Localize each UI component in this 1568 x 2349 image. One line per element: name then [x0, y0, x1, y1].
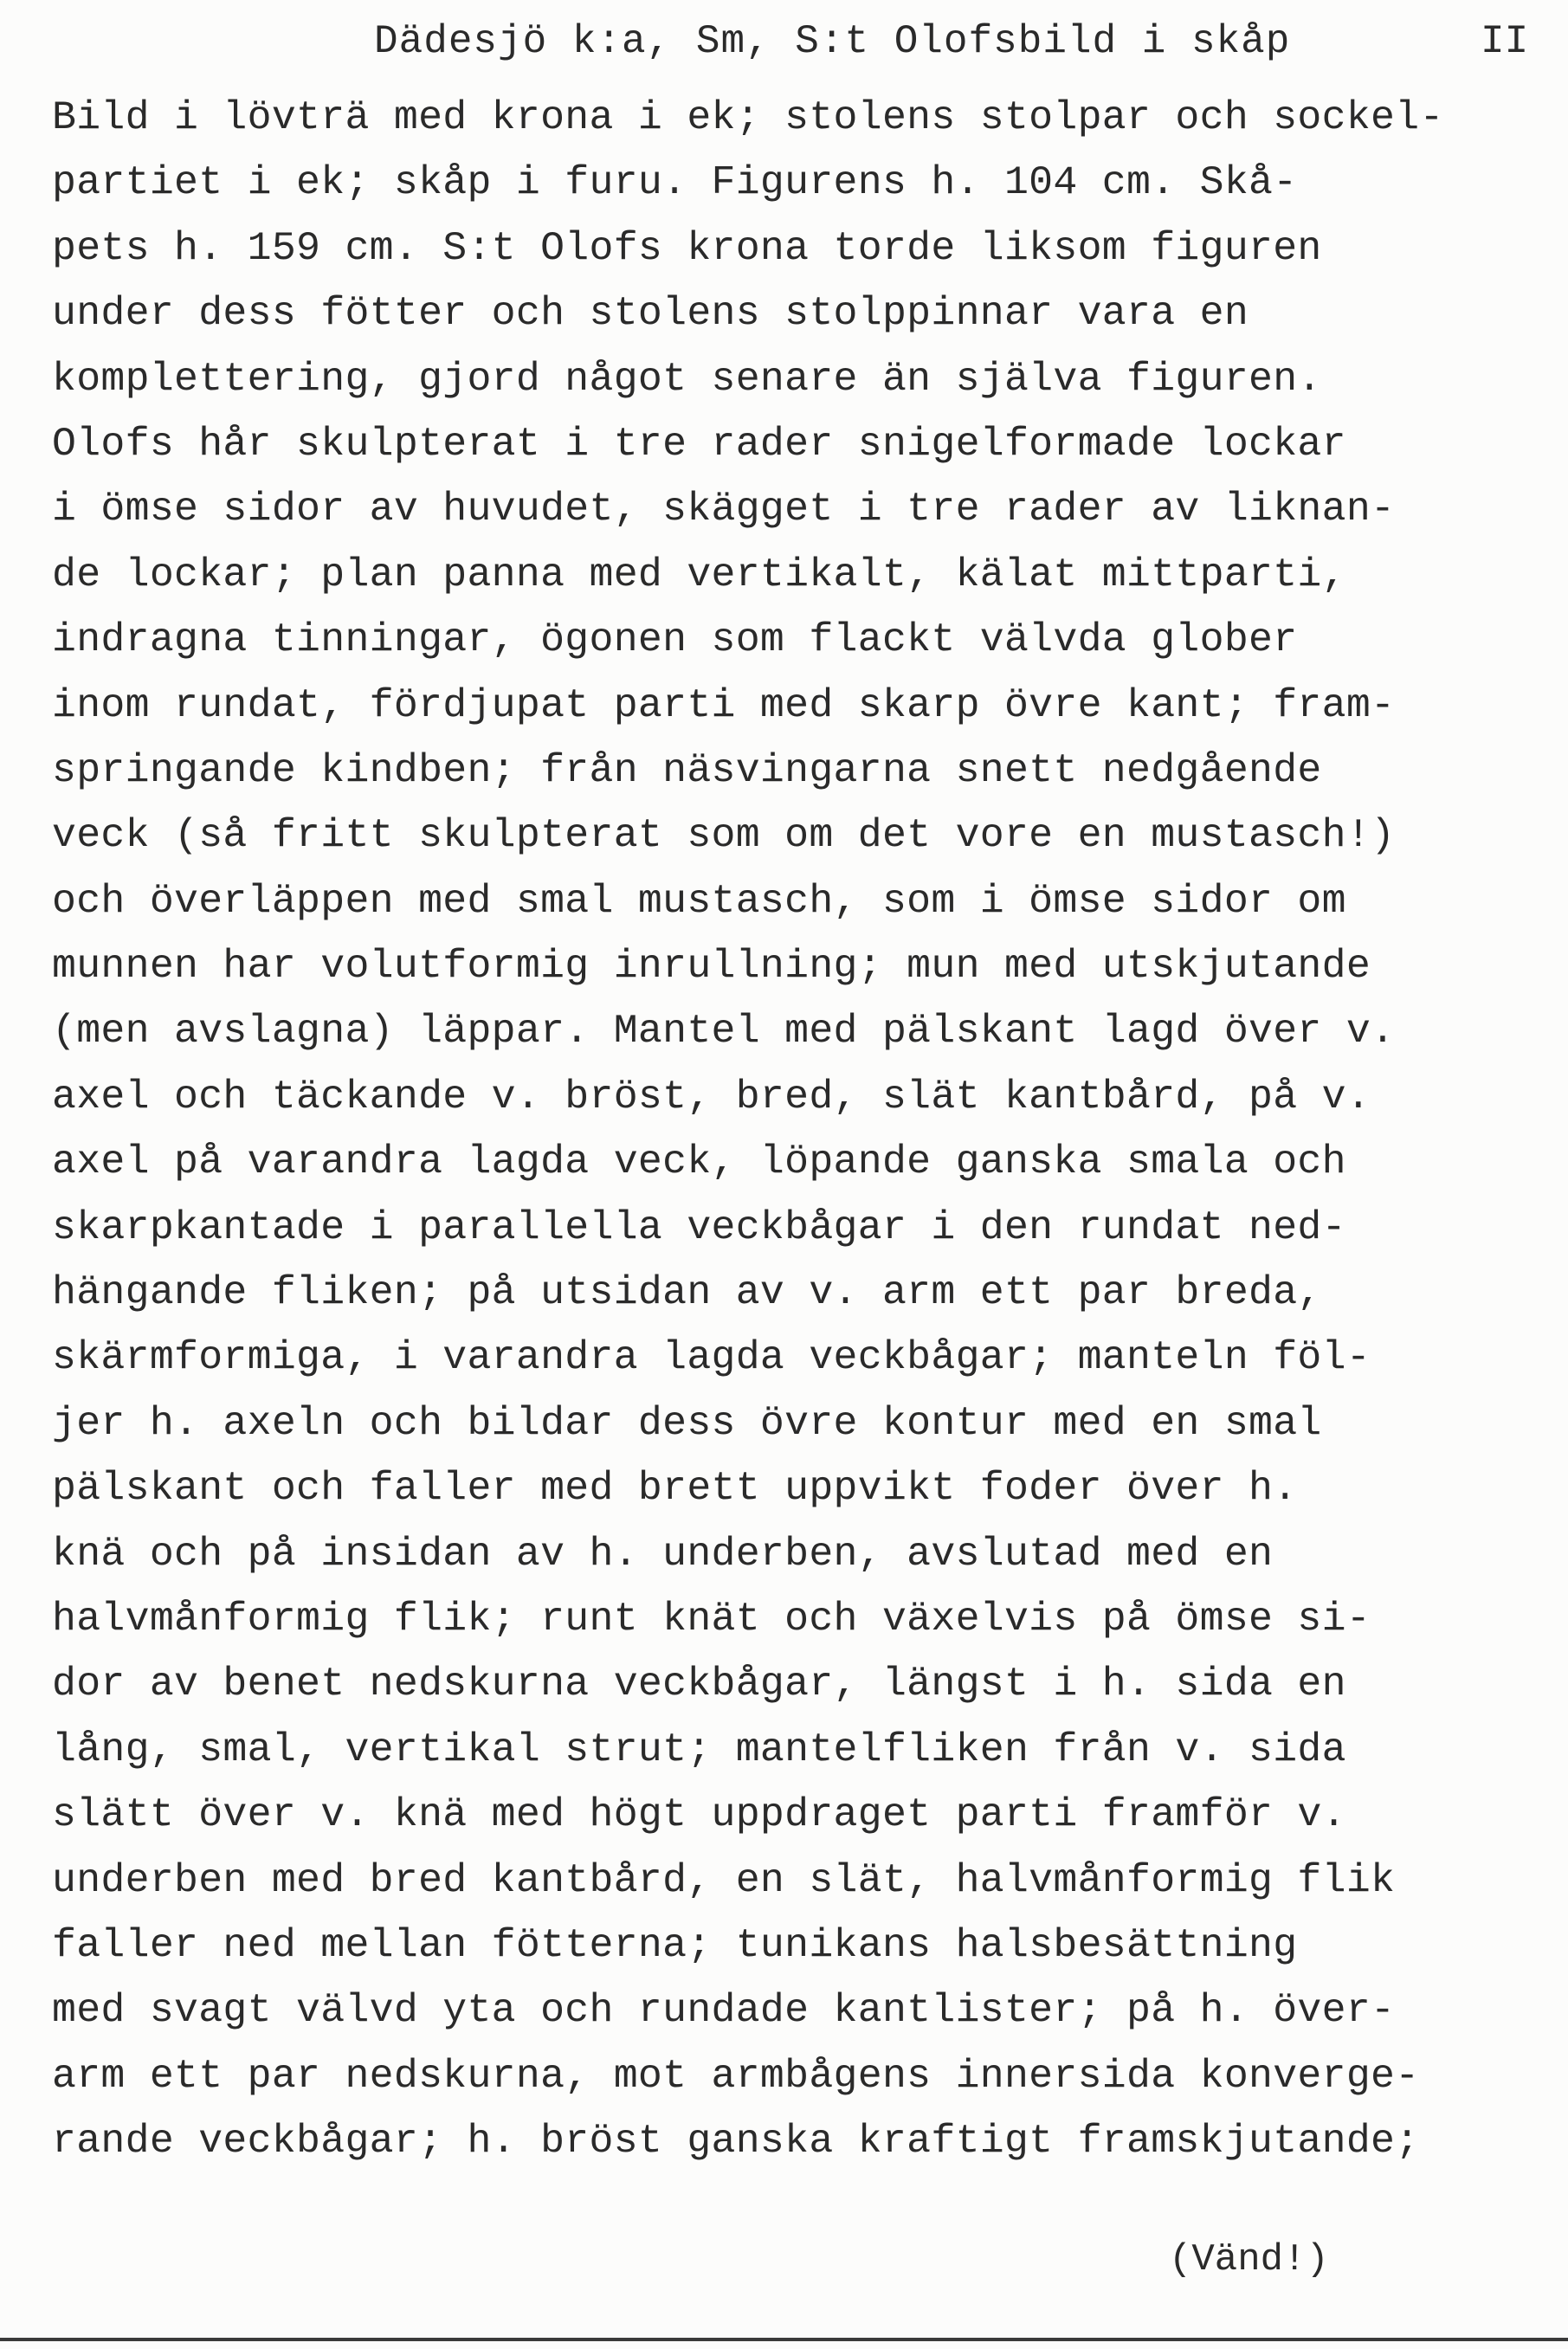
- text-line: axel på varandra lagda veck, löpande ganska smala och: [52, 1139, 1346, 1185]
- turn-over-note: (Vänd!): [1169, 2238, 1329, 2281]
- text-line: slätt över v. knä med högt uppdraget parti framför v.: [52, 1791, 1346, 1838]
- text-line: hängande fliken; på utsidan av v. arm ett par breda,: [52, 1269, 1322, 1316]
- text-line: lång, smal, vertikal strut; mantelfliken från v. sida: [52, 1726, 1346, 1772]
- card-title: Dädesjö k:a, Sm, S:t Olofsbild i skåp: [374, 19, 1291, 64]
- text-line: och överläppen med smal mustasch, som i ömse sidor om: [52, 877, 1346, 924]
- text-line: Olofs hår skulpterat i tre rader snigelformade lockar: [52, 420, 1346, 467]
- text-line: knä och på insidan av h. underben, avslutad med en: [52, 1530, 1274, 1577]
- text-line: (men avslagna) läppar. Mantel med pälskant lagd över v.: [52, 1008, 1396, 1055]
- text-line: under dess fötter och stolens stolppinnar vara en: [52, 290, 1249, 337]
- card-header: [0, 16, 1568, 94]
- text-line: springande kindben; från näsvingarna snett nedgående: [52, 746, 1322, 793]
- text-line: Bild i lövträ med krona i ek; stolens stolpar och sockel-: [52, 94, 1444, 140]
- typed-body-text: [52, 85, 1558, 2174]
- text-line: med svagt välvd yta och rundade kantlister; på h. över-: [52, 1987, 1396, 2034]
- text-line: arm ett par nedskurna, mot armbågens innersida konverge-: [52, 2052, 1420, 2099]
- text-line: inom rundat, fördjupat parti med skarp övre kant; fram-: [52, 681, 1396, 728]
- text-line: dor av benet nedskurna veckbågar, längst i h. sida en: [52, 1661, 1346, 1707]
- card-number: II: [1481, 19, 1529, 64]
- text-line: underben med bred kantbård, en slät, halvmånformig flik: [52, 1856, 1396, 1903]
- text-line: skärmformiga, i varandra lagda veckbågar; manteln föl-: [52, 1334, 1371, 1381]
- text-line: pets h. 159 cm. S:t Olofs krona torde liksom figuren: [52, 224, 1322, 271]
- text-line: munnen har volutformig inrullning; mun med utskjutande: [52, 943, 1371, 990]
- text-line: axel och täckande v. bröst, bred, slät kantbård, på v.: [52, 1073, 1371, 1120]
- text-line: de lockar; plan panna med vertikalt, kälat mittparti,: [52, 551, 1346, 597]
- text-line: rande veckbågar; h. bröst ganska kraftigt framskjutande;: [52, 2118, 1420, 2165]
- text-line: i ömse sidor av huvudet, skägget i tre rader av liknan-: [52, 486, 1396, 532]
- card-bottom-edge: [0, 2338, 1568, 2341]
- text-line: komplettering, gjord något senare än själva figuren.: [52, 355, 1322, 402]
- text-line: pälskant och faller med brett uppvikt foder över h.: [52, 1465, 1298, 1512]
- text-line: veck (så fritt skulpterat som om det vore en mustasch!): [52, 812, 1396, 859]
- text-line: partiet i ek; skåp i furu. Figurens h. 104 cm. Skå-: [52, 159, 1298, 206]
- text-line: indragna tinningar, ögonen som flackt välvda glober: [52, 616, 1298, 663]
- text-line: faller ned mellan fötterna; tunikans halsbesättning: [52, 1921, 1298, 1968]
- text-line: jer h. axeln och bildar dess övre kontur med en smal: [52, 1399, 1322, 1446]
- text-line: halvmånformig flik; runt knät och växelvis på ömse si-: [52, 1595, 1371, 1642]
- text-line: skarpkantade i parallella veckbågar i den rundat ned-: [52, 1204, 1346, 1250]
